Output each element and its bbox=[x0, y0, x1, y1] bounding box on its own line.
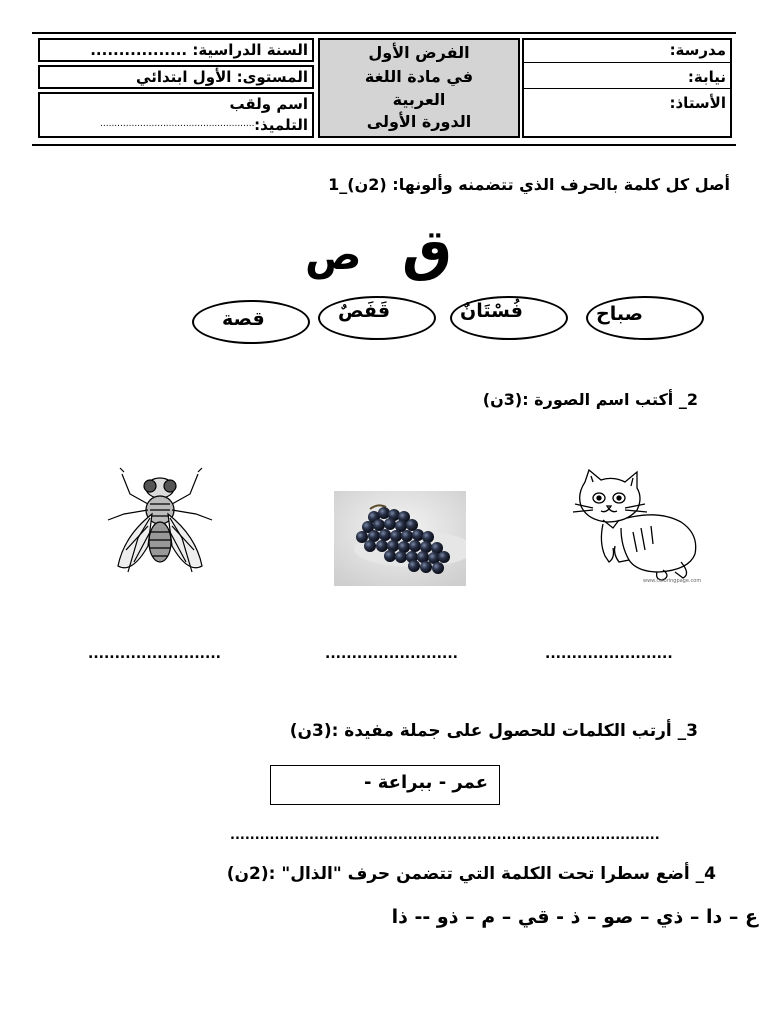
letter-sad: ص bbox=[305, 230, 362, 279]
letter-items[interactable]: ع – دا – ذي – صو – ذ - قي – م – ذو -- ذا bbox=[391, 906, 758, 928]
level: المستوى: الأول ابتدائي bbox=[136, 68, 308, 86]
exam-title-line-4: الدورة الأولى bbox=[366, 112, 472, 131]
student-name-label-1: اسم ولقب bbox=[229, 95, 308, 113]
school-year: السنة الدراسية: ................. bbox=[90, 41, 308, 59]
question-2-instruction: 2_ أكتب اسم الصورة :(3ن) bbox=[482, 390, 698, 409]
word-2: فُسْتَانٌ bbox=[460, 300, 523, 322]
student-name-label-2: التلميذ: bbox=[254, 116, 308, 134]
scrambled-words: عمر - ببراعة - bbox=[364, 772, 488, 793]
exam-title-box bbox=[318, 38, 520, 138]
exam-title-line-3: العربية bbox=[392, 90, 446, 109]
question-1-instruction: أصل كل كلمة بالحرف الذي تتضمنه وألونها: (2ن)_1 bbox=[328, 175, 730, 194]
header-right-divider-1 bbox=[522, 62, 732, 63]
cat-answer-line[interactable]: ........................ bbox=[545, 646, 673, 662]
grapes-image bbox=[334, 491, 466, 586]
header-right-divider-2 bbox=[522, 88, 732, 89]
sentence-answer-line[interactable]: ....................................................................................... bbox=[230, 828, 660, 843]
svg-text:www.coloringpage.com: www.coloringpage.com bbox=[643, 578, 702, 584]
fly-image bbox=[104, 466, 216, 586]
question-4-instruction: 4_ أضع سطرا تحت الكلمة التي تتضمن حرف "الذال" :(2ن) bbox=[226, 864, 716, 884]
student-name-dots: ...................................................... bbox=[100, 119, 255, 129]
word-4: قصة bbox=[222, 308, 265, 330]
word-3: قَفَصٌ bbox=[338, 300, 391, 322]
directorate-label: نيابة: bbox=[687, 68, 726, 86]
exam-title-line-1: الفرض الأول bbox=[368, 43, 470, 62]
fly-answer-line[interactable]: ......................... bbox=[88, 646, 221, 662]
exam-title-line-2: في مادة اللغة bbox=[364, 67, 474, 86]
cat-image bbox=[563, 462, 708, 584]
question-3-instruction: 3_ أرتب الكلمات للحصول على جملة مفيدة :(3ن) bbox=[289, 721, 698, 741]
teacher-label: الأستاذ: bbox=[669, 94, 726, 112]
word-1: صباح bbox=[596, 303, 643, 325]
grapes-answer-line[interactable]: ......................... bbox=[325, 646, 458, 662]
letter-qaf: ق bbox=[402, 218, 453, 283]
school-label: مدرسة: bbox=[669, 41, 726, 59]
